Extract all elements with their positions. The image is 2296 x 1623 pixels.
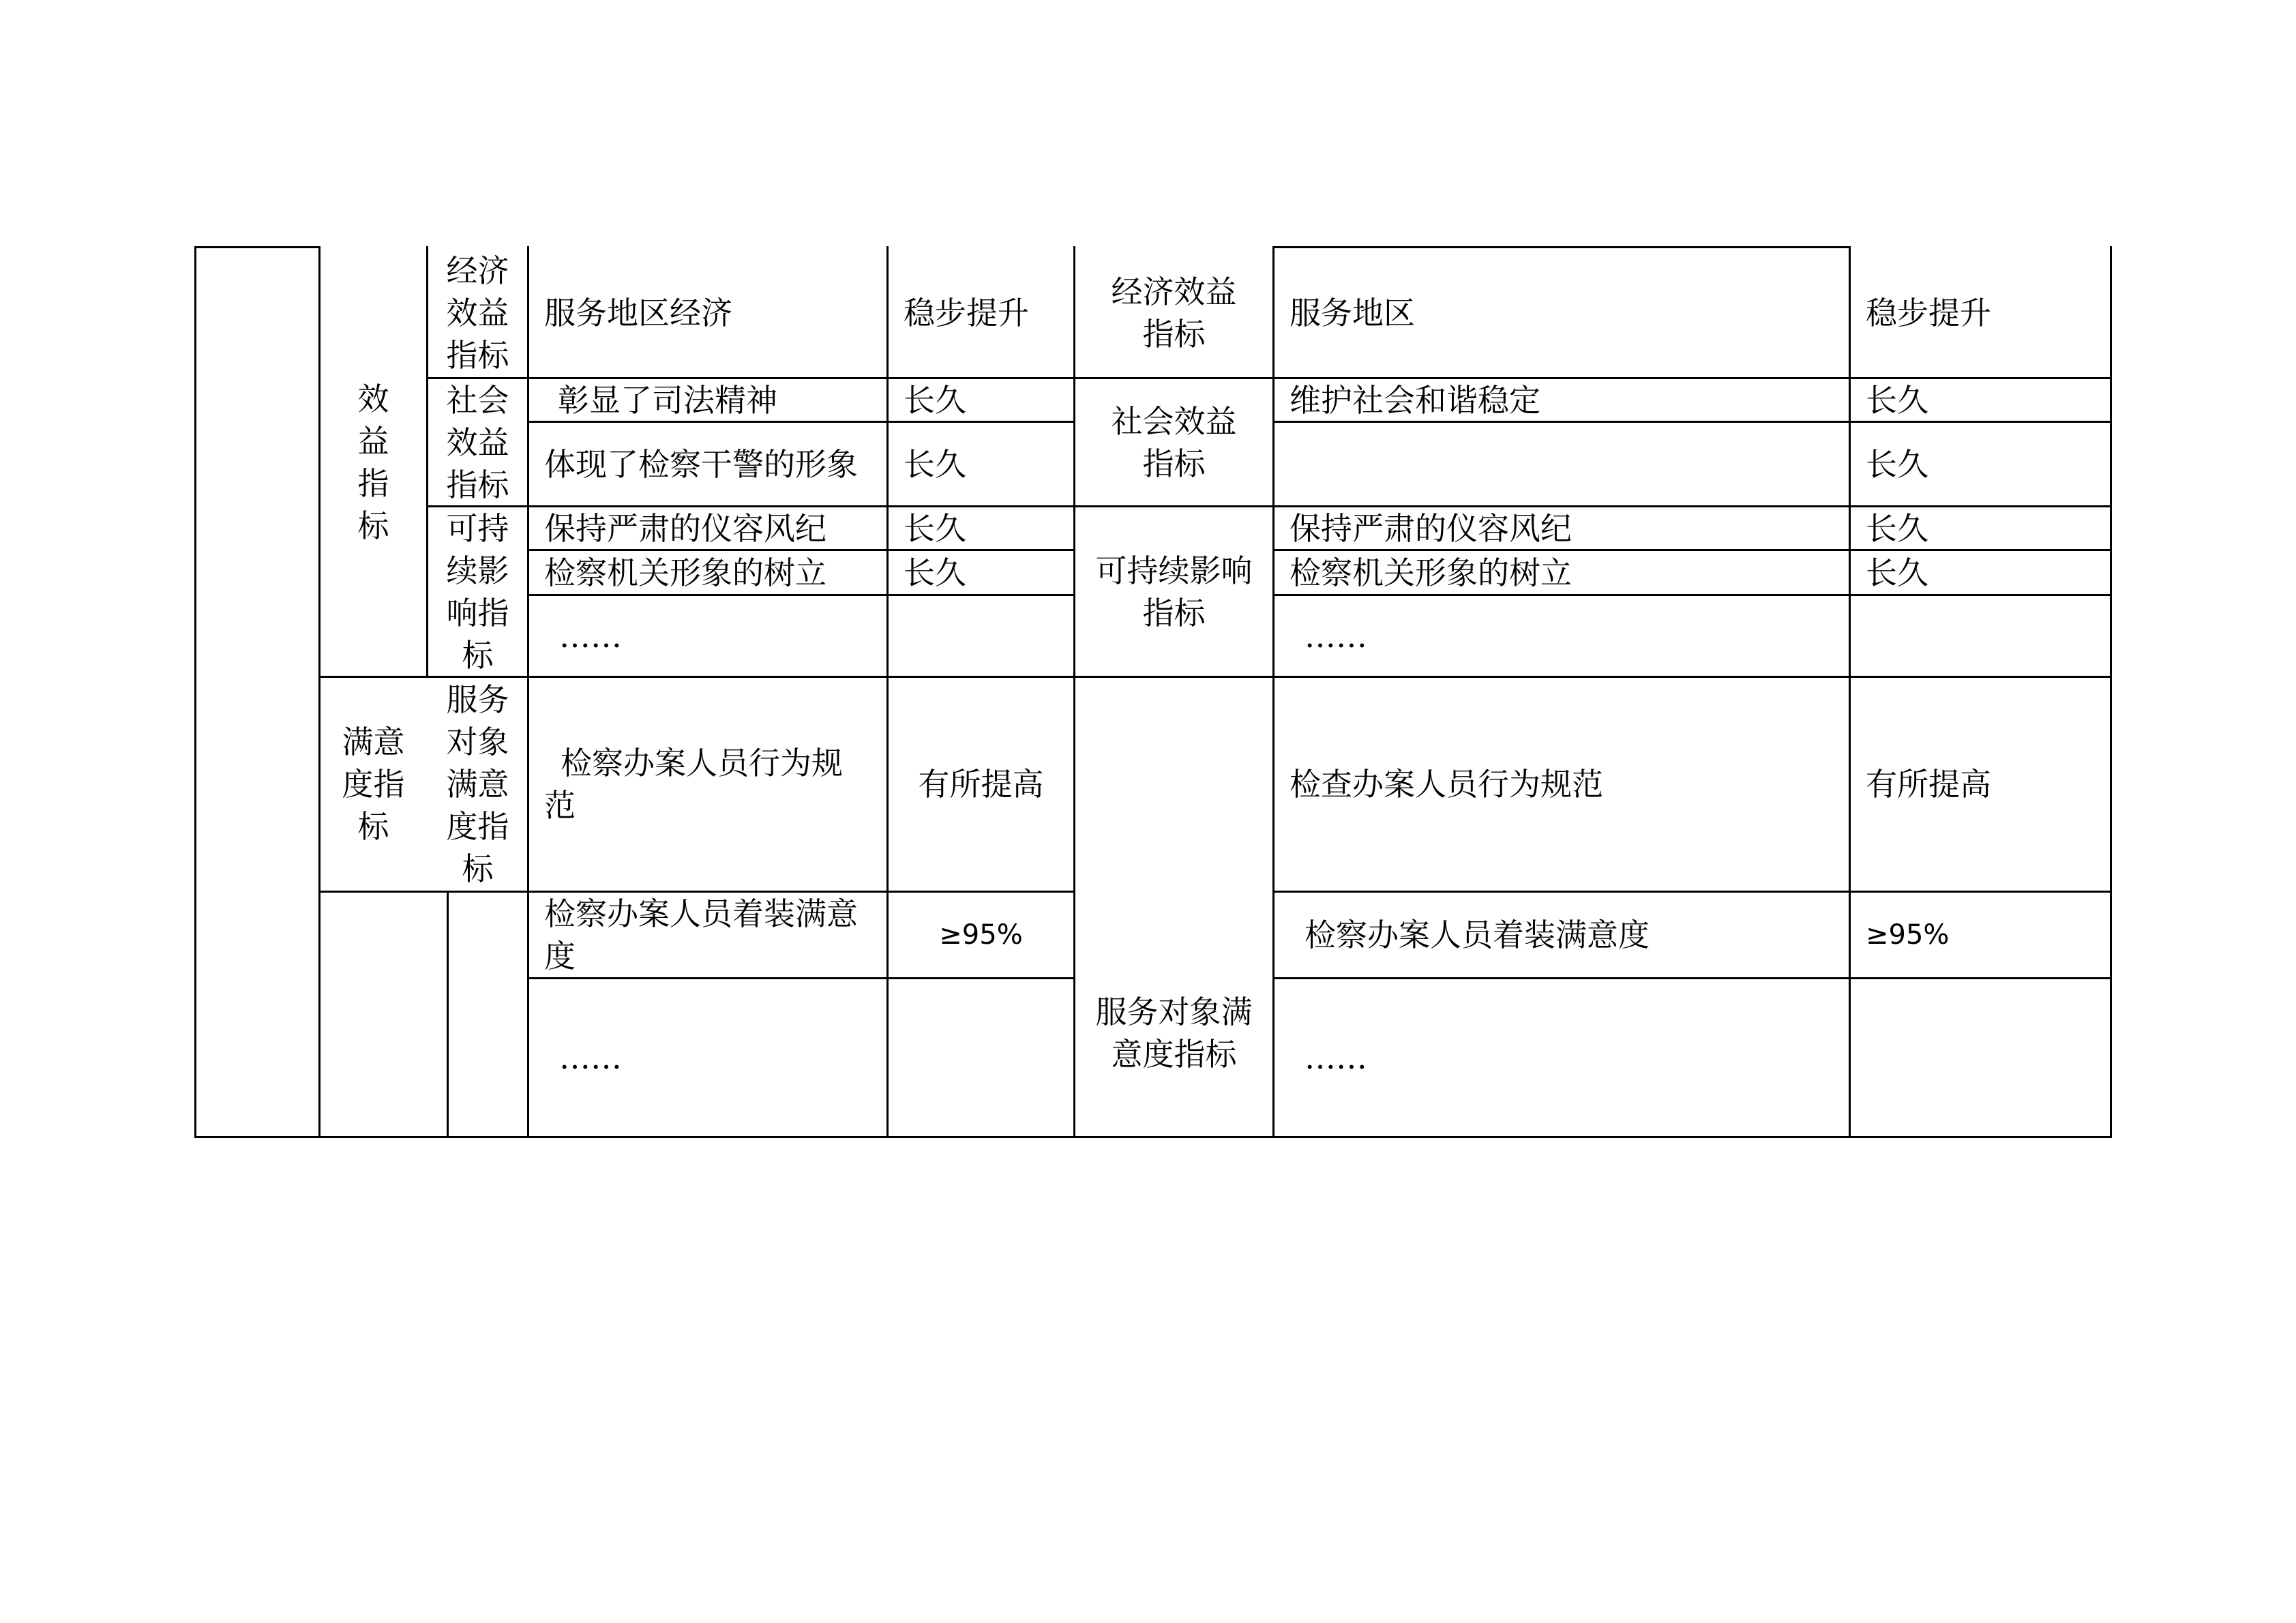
right-indicator-content: 检察机关形象的树立: [1289, 554, 1572, 591]
left-indicator-content: ……: [559, 1039, 622, 1076]
right-indicator-value: 长久: [1866, 445, 1928, 483]
right-indicator-value: [1851, 596, 2110, 676]
left-indicator-value: 长久: [904, 509, 966, 547]
right-indicator-value: 长久: [1866, 381, 1928, 419]
left-indicator-content: 检察机关形象的树立: [544, 554, 826, 591]
right-indicator-value: ≥95%: [1866, 919, 1950, 951]
left-indicator-value: 有所提高: [918, 766, 1044, 803]
right-indicator-content: 维护社会和谐稳定: [1289, 381, 1540, 419]
right-indicator-content: 检察办案人员着装满意度: [1304, 917, 1650, 953]
category-benefit-indicator: 效益指标: [357, 381, 389, 544]
right-indicator-value: [1851, 979, 2110, 1136]
right-indicator-value: 长久: [1866, 554, 1928, 591]
right-group-economic: 经济效益指标: [1111, 273, 1237, 353]
category-satisfaction-indicator: 满意度指标: [342, 724, 405, 845]
right-indicator-content: 保持严肃的仪容风纪: [1289, 509, 1572, 547]
right-group-sustainable: 可持续影响指标: [1095, 552, 1253, 631]
left-indicator-value: 长久: [904, 445, 966, 483]
left-indicator-content: 体现了检察干警的形象: [544, 445, 858, 483]
right-indicator-content: 检查办案人员行为规范: [1289, 766, 1603, 803]
right-indicator-value: 有所提高: [1866, 766, 1991, 803]
col-line: [447, 891, 449, 1138]
right-indicator-content: [1274, 423, 1849, 505]
left-indicator-content: 检察办案人员着装满意度: [544, 895, 858, 974]
left-indicator-value: [889, 596, 1073, 676]
subcategory-economic: 经济效益指标: [446, 252, 509, 374]
table-border-bottom: [195, 1136, 2112, 1138]
table-border-left: [194, 246, 196, 1138]
right-indicator-value: 长久: [1866, 509, 1928, 547]
left-indicator-value: [889, 979, 1073, 1136]
left-indicator-content: 彰显了司法精神: [558, 381, 777, 419]
right-indicator-content: 服务地区: [1289, 294, 1415, 331]
left-indicator-value: 稳步提升: [904, 294, 1029, 331]
subcategory-sustainable: 可持续影响指标: [446, 509, 509, 674]
left-indicator-value: 长久: [904, 554, 966, 591]
left-indicator-content: 检察办案人员行为规范: [544, 745, 843, 824]
right-indicator-value: 稳步提升: [1866, 294, 1991, 331]
subcategory-social: 社会效益指标: [446, 381, 509, 503]
left-indicator-content: 保持严肃的仪容风纪: [544, 509, 826, 547]
table-border-top: [195, 246, 320, 248]
right-indicator-content: ……: [1304, 617, 1367, 655]
left-indicator-value: 长久: [904, 381, 966, 419]
right-group-social: 社会效益指标: [1111, 402, 1237, 482]
left-indicator-content: 服务地区经济: [544, 294, 732, 331]
right-group-service-satisfaction: 服务对象满意度指标: [1095, 994, 1253, 1073]
left-indicator-content: ……: [559, 617, 622, 655]
left-indicator-value: ≥95%: [939, 919, 1023, 951]
subcategory-service-satisfaction: 服务对象满意度指标: [446, 681, 509, 887]
table-border-right: [2110, 246, 2112, 1138]
right-indicator-content: ……: [1304, 1039, 1367, 1076]
